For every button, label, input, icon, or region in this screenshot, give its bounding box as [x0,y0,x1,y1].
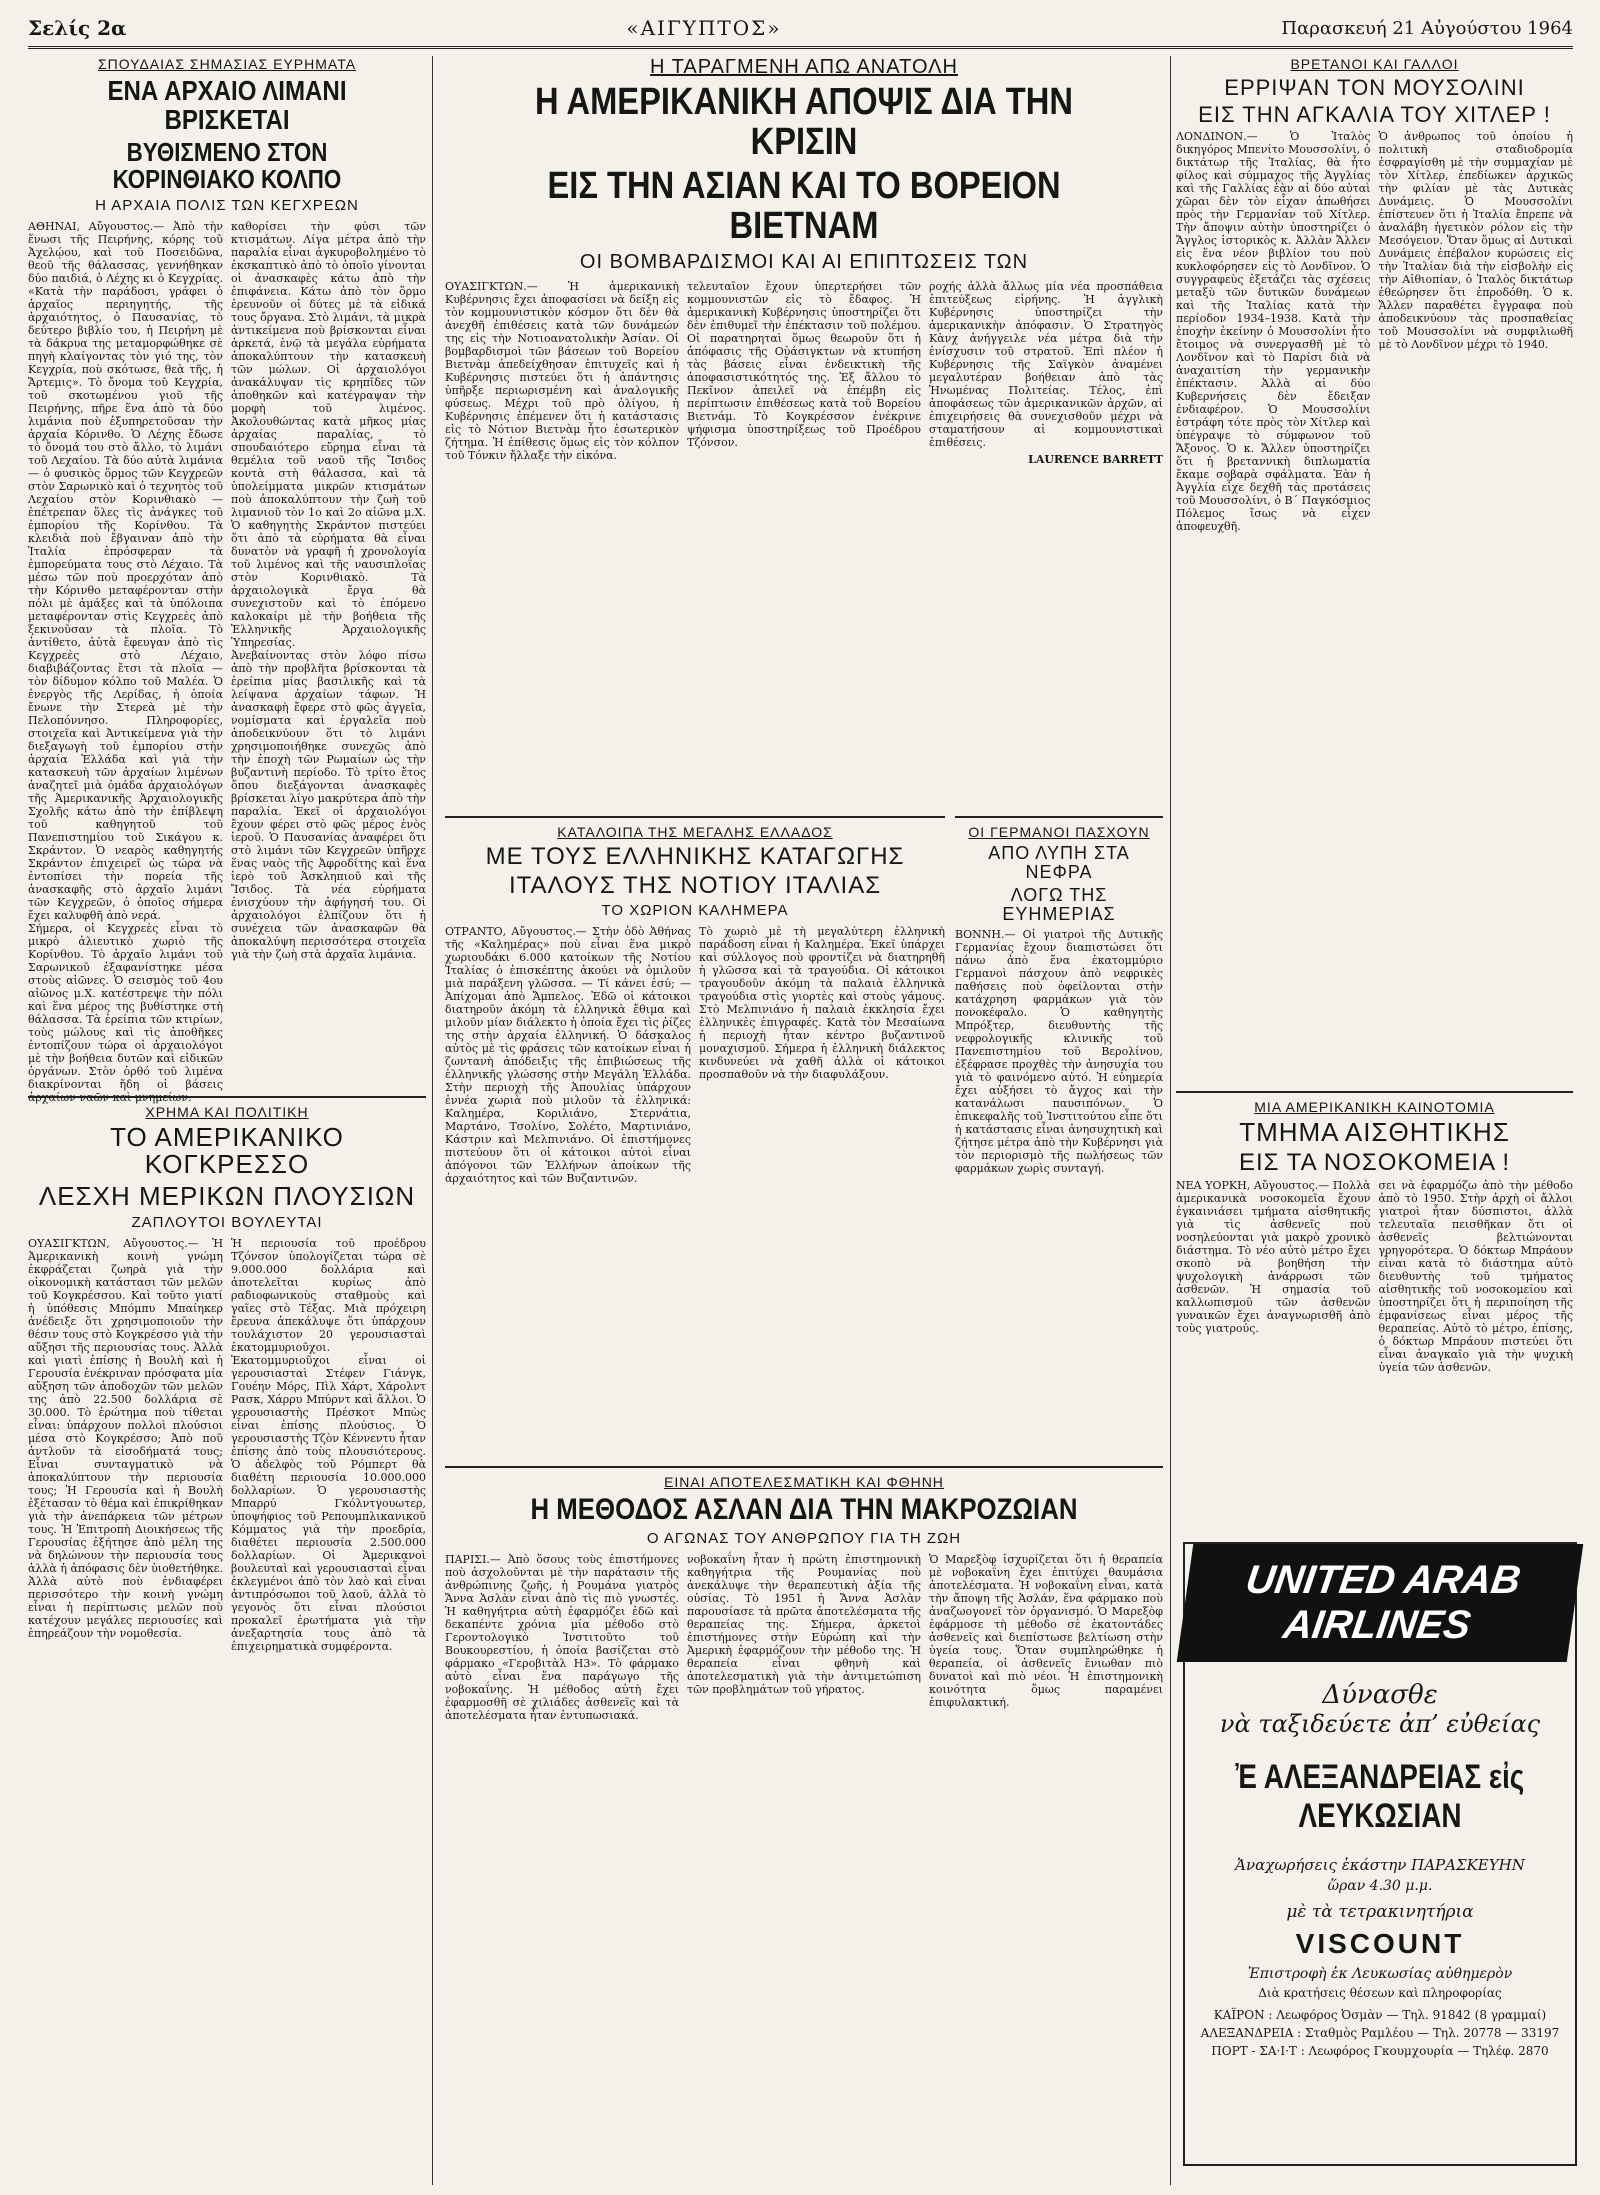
article-aslan-method [445,1460,1163,2180]
article-body: Ὁ Μαρεξὸφ ἰσχυρίζεται ὅτι ἡ θεραπεία μὲ νοβοκαΐνη ἔχει ἐπιτύχει θαυμάσια ἀποτελέσματα. Ἡ νοβοκαΐνη εἶναι, κατὰ τὴν ἄποψη τῆς Ἀσλάν, ἕνα φάρμακο ποὺ ἀναζωογονεῖ τὸν ὀργανισμό. Ὁ Μαρεξὸφ ἐφάρμοσε τὴ μέθοδο σὲ ἑκατοντάδες ἀσθενεῖς καὶ διεπίστωσε βελτίωση στὴν ὑγεία τους. Ὅταν συμπληρώθηκε ἡ θεραπεία, οἱ ἀσθενεῖς ἔνιωθαν πιὸ δυνατοὶ καὶ πιὸ νέοι. Ἡ ἐπιστημονικὴ κοινότητα ὅμως παραμένει ἐπιφυλακτική. [929,1552,1163,1709]
article-body: ΟΥΑΣΙΓΚΤΩΝ.— Ἡ ἀμερικανικὴ Κυβέρνησις ἔχει ἀποφασίσει νὰ δείξη εἰς τὸν κομμουνιστικὸν κόσμον ὅτι δὲν θὰ ἀνεχθῆ ἐπιθέσεις κατὰ τῶν δυνάμεών της εἰς τὴν Νοτιοανατολικὴν Ἀσίαν. Οἱ βομβαρδισμοὶ τῶν βάσεων τοῦ Βορείου Βιετνὰμ ἀπεδείχθησαν ἐπιτυχεῖς καὶ ἡ Κυβέρνησις πιστεύει ὅτι ἡ ἀπάντησις ὑπῆρξε περιωρισμένη καὶ ἀναλογικῆς φύσεως. Μέχρι τοῦ πρὸ ὀλίγου, ἡ Κυβέρνησις ἐπέμενεν ὅτι ἡ κατάστασις εἰς τὸ Νότιον Βιετνὰμ ἦτο ἐσωτερικὸν ζήτημα. Ἡ ἐπίθεσις ὅμως εἰς τὸν κόλπον τοῦ Τόνκιν ἤλλαξε τὴν εἰκόνα. [445,279,679,462]
article-body: ΠΑΡΙΣΙ.— Ἀπὸ ὅσους τοὺς ἐπιστήμονες ποὺ ἀσχολοῦνται μὲ τὴν παράτασιν τῆς ἀνθρώπινης ζωῆς, ἡ Ρουμάνα γιατρὸς Ἄννα Ἀσλὰν εἶναι ἀπὸ τὶς πιὸ γνωστές. Ἡ καθηγήτρια αὐτὴ ἐφαρμόζει ἐδῶ καὶ δεκαπέντε χρόνια μία μέθοδο στὸ Γεροντολογικὸ Ἰνστιτοῦτο τοῦ Βουκουρεστίου, ἡ ὁποία βασίζεται στὸ φάρμακο «Γεροβιτὰλ Η3». Τὸ φάρμακο αὐτὸ εἶναι ἕνα παράγωγο τῆς νοβοκαΐνης. Ἡ μέθοδος αὐτὴ ἔχει ἐφαρμοσθῆ σὲ χιλιάδες ἀσθενεῖς καὶ τὰ ἀποτελέσματα ἦταν ἐντυπωσιακά. [445,1552,679,1722]
ad-aircraft-intro: μὲ τὰ τετρακινητήρια [1286,1902,1474,1922]
article-headline: ΕΝΑ ΑΡΧΑΙΟ ΛΙΜΑΝΙ ΒΡΙΣΚΕΤΑΙ [107,75,347,136]
column-divider [432,56,433,2185]
article-kicker: ΒΡΕΤΑΝΟΙ ΚΑΙ ΓΑΛΛΟΙ [1290,56,1459,72]
section-rule [445,816,945,818]
article-kicker: ΜΙΑ ΑΜΕΡΙΚΑΝΙΚΗ ΚΑΙΝΟΤΟΜΙΑ [1254,1099,1495,1115]
article-headline: ΑΠΟ ΛΥΠΗ ΣΤΑ ΝΕΦΡΑ [988,843,1130,882]
article-headline: ΤΟ ΑΜΕΡΙΚΑΝΙΚΟ ΚΟΓΚΡΕΣΣΟ [110,1122,344,1180]
article-headline: ΛΟΓΩ ΤΗΣ ΕΥΗΜΕΡΙΑΣ [1002,884,1116,924]
article-headline: ΕΡΡΙΨΑΝ ΤΟΝ ΜΟΥΣΟΛΙΝΙ [1224,75,1525,100]
article-subheadline: Η ΑΡΧΑΙΑ ΠΟΛΙΣ ΤΩΝ ΚΕΓΧΡΕΩΝ [95,197,359,215]
ad-office-cairo: ΚΑΪΡΟΝ : Λεωφόρος Ὀσμὰν — Τηλ. 91842 (8 γραμμαί) [1213,2008,1547,2022]
article-kicker: Η ΤΑΡΑΓΜΕΝΗ ΑΠΩ ΑΝΑΤΟΛΗ [650,56,958,78]
article-body: καθορίσει τὴν φύσι τῶν κτισμάτων. Λίγα μέτρα ἀπὸ τὴν παραλία εἶναι ἀγκυροβολημένο τὸ ἐκσκαπτικὸ ἀπὸ τὸ ὁποῖο γίνονται οἱ ἀνασκαφὲς κάτω ἀπὸ τὴν ἐπιφάνεια. Κάτω ἀπὸ τὸν ὅρμο ἐρευνοῦν οἱ δύτες μὲ τὰ εἰδικά τους ὄργανα. Στὸ λιμάνι, τὰ μικρὰ ἀντικείμενα ποὺ βρίσκονται εἶναι ἀρκετά, ἐνῷ τὰ μεγάλα εὐρήματα ἀποκαλύπτουν τὴν κατασκευὴ τῶν μώλων. Οἱ ἀρχαιολόγοι ἀνακάλυψαν τὶς κρηπῖδες τῶν ἀποθηκῶν καὶ κατέγραψαν τὴν μορφὴ τοῦ λιμένος. Ἀκολουθώντας κατὰ μῆκος μίας ἀρχαίας παραλίας, τὸ σπουδαιότερο εὔρημα εἶναι τὰ θεμέλια τοῦ ναοῦ τῆς Ἴσιδος κοντὰ στὴ θάλασσα, καὶ τὰ ὑπολείμματα μικρῶν κτισμάτων ποὺ ἀποκαλύπτουν τὴν ζωὴ τοῦ λιμανιοῦ τὸν 1ο καὶ 2ο αἰῶνα μ.Χ. Ὁ καθηγητὴς Σκράντον πιστεύει ὅτι ἀπὸ τὰ εὐρήματα θὰ εἶναι δυνατὸν νὰ γραφῆ ἡ χρονολογία τοῦ λιμένος καὶ τῆς ναυσιπλοΐας στὸν Κορινθιακὸ. Τὰ ἀρχαιολογικὰ ἔργα θὰ συνεχιστοῦν καὶ τὸ ἐπόμενο καλοκαίρι μὲ τὴν βοήθεια τῆς Ἑλληνικῆς Ἀρχαιολογικῆς Ὑπηρεσίας. [231,220,426,650]
article-headline: ΜΕ ΤΟΥΣ ΕΛΛΗΝΙΚΗΣ ΚΑΤΑΓΩΓΗΣ [485,843,905,870]
airline-advertisement [1183,1542,1577,2166]
article-congress [28,1090,426,2180]
article-kicker: ΕΙΝΑΙ ΑΠΟΤΕΛΕΣΜΑΤΙΚΗ ΚΑΙ ΦΘΗΝΗ [664,1474,944,1490]
article-headline: Η ΜΕΘΟΔΟΣ ΑΣΛΑΝ ΔΙΑ ΤΗΝ ΜΑΚΡΟΖΩΙΑΝ [530,1493,1078,1526]
ad-return: Ἐπιστροφὴ ἐκ Λευκωσίας αὐθημερὸν [1247,1966,1513,1982]
ad-schedule: Ἀναχωρήσεις ἑκάστην ΠΑΡΑΣΚΕΥΗΝ [1235,1856,1525,1874]
article-body: ΟΤΡΑΝΤΟ, Αὔγουστος.— Στὴν ὁδὸ Ἀθήνας τῆς «Καλημέρας» ποὺ εἶναι ἕνα μικρὸ χωριουδάκι 6.000 κατοίκων τῆς Νοτίου Ἰταλίας ὁ ἐπισκέπτης ἀκούει νὰ ὁμιλοῦν μιὰ παράξενη γλῶσσα. — Τί κάνει ἐσύ; — Ἀπίχομαι ἀπὸ Ἄμπελος. Ἐδῶ οἱ κάτοικοι διατηροῦν ἀκόμη τὰ ἑλληνικὰ ἔθιμα καὶ μιλοῦν μίαν διάλεκτο ἡ ὁποία ἔχει τὶς ῥίζες της στὴν ἀρχαία ἑλληνική. Ὁ δάσκαλος αὐτὸς μὲ τὶς φράσεις τῶν κατοίκων εἶναι ἡ ζωντανὴ ἀπόδειξις τῆς ἐπιβιώσεως τῆς ἑλληνικῆς γλώσσης στὴν Μεγάλη Ἑλλάδα. Στὴν περιοχὴ τῆς Ἀπουλίας ὑπάρχουν ἐννέα χωριὰ ποὺ μιλοῦν τὰ ἑλληνικά: Καλημέρα, Κοριλιάνο, Στερνάτια, Μαρτάνο, Τσολίνο, Σολέτο, Μαρτινιάνο, Κάστριν καὶ Μελπινιάνο. Οἱ ἐπιστήμονες πιστεύουν ὅτι οἱ κάτοικοι αὐτοὶ εἶναι ἀπόγονοι τῶν Ἑλλήνων ἀποίκων τῆς ἀρχαιότητος καὶ τῶν Βυζαντινῶν. [445,925,691,1186]
article-kicker: ΧΡΗΜΑ ΚΑΙ ΠΟΛΙΤΙΚΗ [145,1104,309,1120]
article-headline: ΕΙΣ ΤΗΝ ΑΓΚΑΛΙΑ ΤΟΥ ΧΙΤΛΕΡ ! [1198,102,1551,128]
article-headline: ΛΕΣΧΗ ΜΕΡΙΚΩΝ ΠΛΟΥΣΙΩΝ [38,1180,416,1211]
section-rule [28,1096,426,1098]
article-subheadline: Ο ΑΓΩΝΑΣ ΤΟΥ ΑΝΘΡΩΠΟΥ ΓΙΑ ΤΗ ΖΩΗ [646,1529,962,1547]
article-body: ΟΥΑΣΙΓΚΤΩΝ, Αὔγουστος.— Ἡ Ἀμερικανικὴ κοινὴ γνώμη ἐκφράζεται ζωηρὰ γιὰ τὴν οἰκονομικὴ κατάστασι τῶν μελῶν τοῦ Κογκρέσσου. Καὶ τοῦτο γιατί ἡ ὑπόθεσις Μπόμπυ Μπαίηκερ ἀνέδειξε ὅτι χρησιμοποιοῦν τὴν θέσιν τους στὸ Κογκρέσσο γιὰ τὴν αὔξησι τῆς περιουσίας τους. Ἀλλὰ καὶ γιατὶ ἐπίσης ἡ Βουλὴ καὶ ἡ Γερουσία ἐνέκριναν πρόσφατα μία αὔξηση τῶν ἀποδοχῶν τῶν μελῶν της ἀπὸ 22.500 δολλάρια σὲ 30.000. Τὸ ἐρώτημα ποὺ τίθεται εἶναι: ὑπάρχουν πολλοὶ πλούσιοι μέσα στὸ Κογκρέσσο; Ἀπὸ ποῦ ἀντλοῦν τὰ εἰσοδήματά τους; Εἶναι συνταγματικὸ νὰ ἀποκαλύπτουν τὴν περιουσία τους; Ἡ Γερουσία καὶ ἡ Βουλὴ ἐξέτασαν τὸ θέμα καὶ ἐπικρίθηκαν γιὰ τὴν ἀνεπάρκεια τῶν μέτρων τους. Ἡ Ἐπιτροπὴ Διοικήσεως τῆς Γερουσίας ἐξήτησε ἀπὸ μέλη της νὰ δηλώνουν τὴν περιουσία τους ἀλλὰ ἡ ἀπόφασις δὲν ὑιοθετήθηκε. Ἀλλὰ αὐτὸ ποὺ ἐνδιαφέρει περισσότερο τὴν κοινὴ γνώμη εἶναι ἡ περίπτωσις μελῶν ποὺ κατέχουν μεγάλες περιουσίες καὶ ἐπηρεάζουν τὴν νομοθεσία. [28,1236,223,1640]
article-kicker: ΚΑΤΑΛΟΙΠΑ ΤΗΣ ΜΕΓΑΛΗΣ ΕΛΛΑΔΟΣ [557,824,833,840]
article-german-kidneys [955,810,1163,1450]
article-kicker: ΣΠΟΥΔΑΙΑΣ ΣΗΜΑΣΙΑΣ ΕΥΡΗΜΑΤΑ [97,56,357,72]
article-body: ροχής ἀλλὰ ἄλλως μία νέα προσπάθεια ἐπιτεύξεως εἰρήνης. Ἡ ἀγγλικὴ Κυβέρνησις ὑποστηρίζει τὴν ἀμερικανικὴν ἀπόφασιν. Ὁ Στρατηγὸς Κὰνχ ἀνήγγειλε νέα μέτρα διὰ τὴν ἐνίσχυσιν τοῦ στρατοῦ. Ἐπὶ πλέον ἡ Κυβέρνησις τῆς Σαϊγκὸν ἀναμένει μεγαλυτέραν βοήθειαν ἀπὸ τὰς Ἡνωμένας Πολιτείας. Τέλος, ἐπὶ ἀποφάσεως τῶν ἀμερικανικῶν ἀρχῶν, αἱ ἐπιχειρήσεις θὰ συνεχισθοῦν μέχρι νὰ σταματήσουν αἱ κομμουνιστικαὶ ἐπιθέσεις. [929,279,1163,449]
masthead [28,10,1573,49]
article-subheadline: ΖΑΠΛΟΥΤΟΙ ΒΟΥΛΕΥΤΑΙ [131,1213,323,1231]
article-greek-italians [445,810,945,1450]
article-headline: ΙΤΑΛΟΥΣ ΤΗΣ ΝΟΤΙΟΥ ΙΤΑΛΙΑΣ [508,872,882,900]
article-headline: ΒΥΘΙΣΜΕΝΟ ΣΤΟΝ ΚΟΡΙΝΘΙΑΚΟ ΚΟΛΠΟ [112,136,342,195]
article-body: ΛΟΝΔΙΝΟΝ.— Ὁ Ἰταλὸς δικηγόρος Μπενίτο Μουσσολίνι, ὁ δικτάτωρ τῆς Ἰταλίας, θὰ ἦτο φίλος καὶ σύμμαχος τῆς Ἀγγλίας καὶ τῆς Γαλλίας ἐὰν αἱ δύο αὐταὶ χῶραι δὲν τὸν εἶχαν ἀπωθήσει πρὸς τὴν Γερμανίαν τοῦ Χίτλερ. Τὴν ἄποψιν αὐτὴν ὑποστηρίζει ὁ Ἄγγλος ἱστορικὸς κ. Ἀλλὰν Ἄλλεν εἰς ἕνα νέον βιβλίον του ποὺ κυκλοφόρησεν εἰς τὸ Λονδῖνον. Ὁ συγγραφεὺς ἐξετάζει τὰς σχέσεις μεταξὺ τῶν δυτικῶν δυνάμεων καὶ τῆς Ἰταλίας κατὰ τὴν περίοδον 1934–1938. Κατὰ τὴν ἐποχὴν ἐκείνην ὁ Μουσσολίνι ἦτο ἔτοιμος νὰ συνεργασθῆ μὲ τὸ Λονδῖνον καὶ τὸ Παρίσι διὰ νὰ ἀναχαιτίση τὴν γερμανικὴν ἐπέκτασιν. Ἀλλὰ αἱ δύο Κυβερνήσεις δὲν ἔδειξαν ἐνδιαφέρον. Ὁ Μουσσολίνι ἐστράφη τότε πρὸς τὸν Χίτλερ καὶ ὑπέγραψε τὸ σύμφωνον τοῦ Ἄξονος. Ὁ κ. Ἄλλεν ὑποστηρίζει ὅτι ἡ βρεταννικὴ διπλωματία ἔκαμε σοβαρὰ σφάλματα. Ἐὰν ἡ Ἀγγλία εἶχε δεχθῆ τὰς προτάσεις τοῦ Μουσσολίνι, ὁ Β΄ Παγκόσμιος Πόλεμος ἴσως νὰ εἶχεν ἀποφευχθῆ. [1176,130,1371,534]
airline-logo: UNITED ARAB AIRLINES [1177,1544,1584,1662]
article-subheadline: ΟΙ ΒΟΜΒΑΡΔΙΣΜΟΙ ΚΑΙ ΑΙ ΕΠΙΠΤΩΣΕΙΣ ΤΩΝ [579,250,1029,273]
newspaper-name: «ΑΙΓΥΠΤΟΣ» [626,16,782,40]
article-body: σει νὰ ἐφαρμόζω ἀπὸ τὴν μέθοδο ἀπὸ τὸ 1950. Στὴν ἀρχὴ οἱ ἄλλοι γιατροὶ ἦταν δύσπιστοι, ἀλλὰ τελευταῖα πεισθῆκαν ὅτι οἱ ἀσθενεῖς βελτιώνονται γρηγορότερα. Ὁ δόκτωρ Μπράουν εἶναι κατὰ τὸ διάστημα αὐτὸ διευθυντὴς τοῦ τμήματος αἰσθητικῆς τοῦ νοσοκομείου καὶ ὑποστηρίζει ὅτι ἡ περιποίηση τῆς ἐμφανίσεως εἶναι μέρος τῆς θεραπείας. Αὐτὸ τὸ μέτρο, ἐπίσης, ὁ δόκτωρ Μπράουν πιστεύει ὅτι εἶναι ἀναγκαῖο γιὰ τὴν ψυχικὴ ὑγεία τῶν ἀσθενῶν. [1378,1179,1573,1375]
article-body: ΝΕΑ ΥΟΡΚΗ, Αὔγουστος.— Πολλὰ ἀμερικανικὰ νοσοκομεῖα ἔχουν ἐγκαινιάσει τμήματα αἰσθητικῆς γιὰ τὶς ἀσθενεῖς ποὺ νοσηλεύονται γιὰ μακρὸ χρονικὸ διάστημα. Τὸ νέο αὐτὸ μέτρο ἔχει σκοπὸ νὰ βοηθήση τὴν ψυχολογικὴ ἀνάρρωσι τῶν ἀσθενῶν. Ἡ σημασία τοῦ καλλωπισμοῦ τῶν ἀσθενῶν γυναικῶν ἔχει ἀναγνωρισθῆ ἀπὸ τοὺς γιατρούς. [1176,1179,1371,1336]
article-subheadline: ΤΟ ΧΩΡΙΟΝ ΚΑΛΗΜΕΡΑ [601,902,789,920]
article-headline: ΕΙΣ ΤΑ ΝΟΣΟΚΟΜΕΙΑ ! [1238,1149,1511,1177]
section-rule [445,1466,1163,1468]
article-headline: ΤΜΗΜΑ ΑΙΣΘΗΤΙΚΗΣ [1239,1117,1510,1147]
ad-tagline: Δύνασθε [1322,1680,1438,1710]
article-vietnam [445,56,1163,801]
article-body: Ὁ ἀνθρωπος τοῦ ὁποίου ἡ πολιτικὴ σταδιοδρομία ἐσφραγίσθη μὲ τὴν συμμαχίαν μὲ τὸν Χίτλερ, ἐπεδίωκεν ἀρχικῶς τὴν φιλίαν μὲ τὰς Δυτικὰς Δυνάμεις. Ὁ Μουσσολίνι ἐπίστευεν ὅτι ἡ Ἰταλία ἔπρεπε νὰ ἀναλάβη ἡγετικὸν ρόλον εἰς τὴν Μεσόγειον. Ὅταν ὅμως αἱ Δυτικαὶ Δυνάμεις ἐπέβαλον κυρώσεις εἰς τὴν Ἰταλίαν διὰ τὴν εἰσβολὴν εἰς τὴν Αἰθιοπίαν, ὁ Ἰταλὸς δικτάτωρ ἐθεώρησεν ὅτι ἐπροδόθη. Ὁ κ. Ἄλλεν παραθέτει ἔγγραφα ποὺ ἀποδεικνύουν τὰς προσπαθείας τοῦ Μουσσολίνι νὰ συμφιλιωθῆ μὲ τὸ Λονδῖνον μέχρι τὸ 1940. [1378,130,1573,352]
ad-route: Ἐ ΑΛΕΞΑΝΔΡΕΙΑΣ εἰς ΛΕΥΚΩΣΙΑΝ [1235,1758,1525,1835]
article-body: Τὸ χωριὸ μὲ τὴ μεγαλύτερη ἑλληνικὴ παράδοση εἶναι ἡ Καλημέρα. Ἐκεῖ ὑπάρχει καὶ σύλλογος ποὺ φροντίζει νὰ διατηρηθῆ ἡ γλῶσσα καὶ τὰ τραγούδια. Οἱ κάτοικοι τραγουδοῦν ἀκόμη τὰ παλαιὰ ἑλληνικὰ τραγούδια στὶς γιορτὲς καὶ στοὺς γάμους. Στὸ Μελπινιάνο ἡ παλαιὰ ἐκκλησία ἔχει ἑλληνικὲς ἐπιγραφές. Κατὰ τὸν Μεσαίωνα ἡ περιοχὴ ἦταν κέντρο βυζαντινοῦ μοναχισμοῦ. Σήμερα ἡ ἑλληνικὴ διάλεκτος κινδυνεύει νὰ χαθῆ ἀλλὰ οἱ κάτοικοι προσπαθοῦν νὰ τὴν διαφυλάξουν. [699,925,945,1082]
ad-office-alexandria: ΑΛΕΞΑΝΔΡΕΙΑ : Σταθμὸς Ραμλέου — Τηλ. 20778 — 33197 [1200,2026,1560,2040]
ad-time: ὥραν 4.30 μ.μ. [1327,1878,1433,1894]
article-body: ΑΘΗΝΑΙ, Αὔγουστος.— Ἀπὸ τὴν ἕνωσι τῆς Πειρήνης, κόρης τοῦ Ἀχελῴου, καὶ τοῦ Ποσειδῶνα, θεοῦ τῆς θάλασσας, γεννήθηκαν δύο παιδιά, ὁ Λέχης κι ὁ Κεγχρίας. «Κατὰ τὴν παράδοσι, γράφει ὁ ἀρχαῖος περιηγητής, τῆς ἀρχαιότητος, ὁ Παυσανίας, τὸ δεύτερο βιβλίο του, ἡ Πειρήνη μὲ τὰ δάκρυα της μεταμορφώθηκε σὲ πηγὴ κλαίγοντας τὸν γιό της, τὸν Κεγχρία, ποὺ σκότωσε, θεὰ τῆς, ἡ Ἄρτεμις». Τὸ ὄνομα τοῦ Κεγχρία, τοῦ σκοτωμένου γιοῦ τῆς Πειρήνης, πῆρε ἕνα ἀπὸ τὰ δύο λιμάνια ποὺ ἐξυπηρετοῦσαν τὴν ἀρχαία Κόρινθο. Ὁ Λέχης ἔδωσε τὸ ὄνομά του στὸ ἄλλο, τὸ λιμάνι τοῦ Λεχαίου. Τὰ δύο αὐτὰ λιμάνια — ὁ φυσικὸς ὅρμος τῶν Κεγχρεῶν στὸν Σαρωνικὸ καὶ ὁ τεχνητὸς τοῦ Λεχαίου στὸν Κορινθιακὸ — ἐπέτρεπαν ὅλες τὶς ἀνάγκες τοῦ ἐμπορίου τῆς Κορίνθου. Τὰ κλειδιὰ ποὺ ἔβγαιναν ἀπὸ τὴν Ἰταλία ἐπρόσφεραν τὰ ἐμπορεύματα τους στὸ Λέχαιο. Τὰ μέσω τῶν ποὺ προερχόταν ἀπὸ τὴν Κόρινθο μεταφέρονταν στὴν πόλι μὲ ἀμάξες καὶ τὰ ὑπόλοιπα μεταφέρονταν στὶς Κεγχρεὲς ἀπὸ ξεκινοῦσαν τὰ πλοῖα. Τὸ ἀντίθετο, ἀὐτὰ ἔφευγαν ἀπὸ τὶς Κεγχρεὲς στὸ Λέχαιο, διαβιβάζοντας ἔτσι τὰ πλοῖα — τὸν δίδυμον κόλπο τοῦ Μαλέα. Ὁ ἐνεργὸς τῆς Λερίδας, ἡ ὁποία ἔνωνε τὴν Στερεὰ μὲ τὴν Πελοπόννησο. Πληροφορίες, στοιχεῖα καὶ Ἀντικείμενα γιὰ τὴν διεξαγωγὴ τοῦ ἐμπορίου στὴν ἀρχαία Ἑλλάδα καὶ γιὰ τὴν κατασκευὴ τῶν ἀρχαίων λιμένων ἀναζητεῖ μιὰ ὁμάδα ἀρχαιολόγων τῆς Ἀμερικανικῆς Ἀρχαιολογικῆς Σχολῆς κάτω ἀπὸ τὴν ἐπίβλεψη τοῦ καθηγητοῦ τοῦ Πανεπιστημίου τοῦ Σικάγου κ. Σκράντον. Ὁ νεαρὸς καθηγητής Σκράντον ἐπιχειρεῖ ὡς τώρα νὰ ἐντοπίσει τὴν πορεία τῆς ἀνασκαφῆς στὸ ἀρχαῖο λιμάνι τῶν Κεγχρεῶν, ὁ ὁποῖος σήμερα ἔχει καλυφθῆ ἀπὸ νερά. [28,220,223,923]
ad-aircraft: VISCOUNT [1295,1928,1465,1959]
ad-tagline: νὰ ταξιδεύετε ἀπ’ εὐθείας [1219,1710,1541,1738]
article-ancient-harbour [28,56,426,1105]
section-rule [1176,1091,1573,1093]
article-hospital-beauty [1176,1085,1573,1535]
column-divider [1170,56,1171,2185]
author-signature: LAURENCE BARRETT [1028,452,1163,466]
article-mussolini [1176,56,1573,1076]
ad-office-port-said: ΠΟΡΤ - ΣΑ·Ι·Τ : Λεωφόρος Γκουμχουρία — Τηλέφ. 2870 [1211,2044,1549,2058]
article-kicker: ΟΙ ΓΕΡΜΑΝΟΙ ΠΑΣΧΟΥΝ [968,824,1150,840]
article-body: Σήμερα, οἱ Κεγχρεὲς εἶναι τὸ μικρὸ ἀλιευτικὸ χωριὸ τῆς Κορίνθου. Τὸ ἀρχαῖο λιμάνι τοῦ Σαρωνικοῦ ἐξαφανίστηκε μέσα στοὺς αἰῶνες. Ὁ σεισμὸς τοῦ 4ου αἰῶνος μ.Χ. κατέστρεψε τὴν πόλι καὶ ἕνα μέρος της βυθίστηκε στὴ θάλασσα. Τὰ ἐρείπια τῶν κτιρίων, τοὺς μώλους καὶ τὶς ἀποθῆκες ἐντοπίζουν τώρα οἱ ἀρχαιολόγοι μὲ τὴν βοήθεια δυτῶν καὶ εἰδικῶν ὀργάνων. Στὸν ὀρθό τοῦ λιμένα διακρίνονται ἤδη οἱ βάσεις ἀρχαίων ναῶν καὶ μνημείων. [28,922,223,1105]
article-body: ΒΟΝΝΗ.— Οἱ γιατροὶ τῆς Δυτικῆς Γερμανίας ἔχουν διαπιστώσει ὅτι πάνω ἀπὸ ἕνα ἑκατομμύριο Γερμανοὶ πάσχουν ἀπὸ νεφρικὲς παθήσεις ποὺ ὀφείλονται στὴν κατάχρηση φαρμάκων γιὰ τὸν πονοκέφαλο. Ὁ καθηγητὴς Μπρόξτερ, διευθυντὴς τῆς νεφρολογικῆς κλινικῆς τοῦ Πανεπιστημίου τοῦ Βερολίνου, ἐξέφρασε προχθὲς τὴν ἀνησυχία του γιὰ τὸ φαινόμενο αὐτό. Ἡ εὐημερία ἔχει αὐξήσει τὸ ἄγχος καὶ τὴν κατανάλωσι παυσιπόνων. Ὁ ἐπικεφαλῆς τοῦ Ἰνστιτούτου εἶπε ὅτι ἡ κατάστασις εἶναι ἀνησυχητικὴ καὶ ζήτησε μέτρα ἀπὸ τὴν Κυβέρνησι γιὰ τὸν περιορισμὸ τῆς πωλήσεως τῶν φαρμάκων χωρὶς συνταγή. [955,927,1163,1175]
article-body: Ἀνεβαίνοντας στὸν λόφο πίσω ἀπὸ τὴν προβλῆτα βρίσκονται τὰ ἐρείπια μίας βασιλικῆς καὶ τὰ λείψανα ἀρχαίων τάφων. Ἡ ἀνασκαφὴ ἔφερε στὸ φῶς ἀγγεῖα, νομίσματα καὶ ἐργαλεῖα ποὺ ἀποδεικνύουν ὅτι τὸ λιμάνι χρησιμοποιήθηκε συνεχῶς ἀπὸ τὴν ἐποχὴ τῶν Ρωμαίων ὡς τὴν βυζαντινὴ περίοδο. Τὸ τρίτο ἔτος ὅπου διεξάγονται ἀνασκαφὲς βρίσκεται λίγο μακρύτερα ἀπὸ τὴν παραλία. Ἐκεῖ οἱ ἀρχαιολόγοι ἔχουν φέρει στὸ φῶς μέρος ἑνὸς ἱεροῦ. Ὁ Παυσανίας ἀναφέρει ὅτι στὸ λιμάνι τῶν Κεγχρεῶν ὑπῆρχε ἕνας ναὸς τῆς Ἀφροδίτης καὶ ἕνα ἱερὸ τοῦ Ἀσκληπιοῦ καὶ τῆς Ἴσιδος. Τὰ νέα εὐρήματα ἐνισχύουν τὴν ἀφήγησή του. Οἱ ἀρχαιολόγοι ἐλπίζουν ὅτι ἡ συνέχεια τῶν ἀνασκαφῶν θὰ ἀποκαλύψη περισσότερα στοιχεῖα γιὰ τὴν ζωὴ στὰ ἀρχαῖα λιμάνια. [231,649,426,962]
ad-booking: Διὰ κρατήσεις θέσεων καὶ πληροφορίας [1258,1986,1502,2000]
article-body: Ἡ περιουσία τοῦ προέδρου Τζόνσον ὑπολογίζεται τώρα σὲ 9.000.000 δολλάρια καὶ ἀποτελεῖται κυρίως ἀπὸ ραδιοφωνικοὺς σταθμοὺς καὶ γαῖες στὸ Τέξας. Μιὰ πρόχειρη ἔρευνα ἀπεκάλυψε ὅτι ὑπάρχουν τουλάχιστον 20 γερουσιασταὶ ἑκατομμυριοῦχοι. Ἐκατομμυριοῦχοι εἶναι οἱ γερουσιασταὶ Στέφεν Γιάνγκ, Γουέην Μόρς, Πὶλ Χάρτ, Χάρολντ Ρασκ, Χάρρυ Μπύρντ καὶ ἄλλοι. Ὁ γερουσιαστὴς Πρέσκοτ Μπὼς εἶναι ἐπίσης πλούσιος. Ὁ γερουσιαστὴς Τζὸν Κέννεντυ ἦταν ἐπίσης ἀπὸ τοὺς πλουσιότερους. Ὁ ἀδελφὸς τοῦ Ρόμπερτ θὰ διαθέτη περιουσία 10.000.000 δολλαρίων. Ὁ γερουσιαστὴς Μπαρρύ Γκόλντγουωτερ, ὑποψήφιος τοῦ Ρεπουμπλικανικοῦ Κόμματος γιὰ τὴν προεδρία, διαθέτει περιουσία 2.500.000 δολλαρίων. Οἱ Ἀμερικανοὶ βουλευταὶ καὶ γερουσιασταὶ εἶναι ἐκλεγμένοι ἀπὸ τὸν λαὸ καὶ εἶναι ἀντιπρόσωποι τοῦ λαοῦ, ἀλλὰ τὸ γεγονὸς ὅτι εἶναι πλούσιοι προκαλεῖ ἐρωτήματα γιὰ τὴν ἀνεξαρτησία τους ἀπὸ τὰ ἐπιχειρηματικὰ συμφέροντα. [231,1236,426,1653]
article-headline: Η ΑΜΕΡΙΚΑΝΙΚΗ ΑΠΟΨΙΣ ΔΙΑ ΤΗΝ ΚΡΙΣΙΝ [535,81,1073,163]
article-body: νοβοκαΐνη ἦταν ἡ πρώτη ἐπιστημονικὴ καθηγήτρια τῆς Ρουμανίας ποὺ ἀνεκάλυψε τὴν θεραπευτικὴ ἀξία τῆς οὐσίας. Τὸ 1951 ἡ Ἄννα Ἀσλὰν παρουσίασε τὰ πρῶτα ἀποτελέσματα τῆς θεραπείας της. Σήμερα, ἀρκετοὶ ἐπιστήμονες στὴν Εὐρώπη καὶ τὴν Ἀμερικὴ ἐφαρμόζουν τὴν μέθοδο της. Ἡ θεραπεία εἶναι φθηνὴ καὶ ἀποτελεσματικὴ γιὰ τὴν ἀντιμετώπιση τῶν προβλημάτων τοῦ γήρατος. [687,1552,921,1696]
page-number: Σελίς 2α [28,16,127,40]
article-body: τελευταῖον ἔχουν ὑπερτερήσει τῶν κομμουνιστῶν εἰς τὸ ἔδαφος. Ἡ ἀμερικανικὴ Κυβέρνησις ὑποστηρίζει ὅτι δὲν ἐπιθυμεῖ τὴν ἐπέκτασιν τοῦ πολέμου. Οἱ παρατηρηταὶ ὅμως θεωροῦν ὅτι ἡ ἀπόφασις τῆς Οὐάσιγκτων νὰ κτυπήση τὰς βάσεις εἶναι ἐνδεικτικὴ τῆς ἀποφασιστικότητός της. Ἐξ ἄλλου τὸ Πεκῖνον ἀπειλεῖ νὰ ἐπέμβη εἰς περίπτωσιν ἐπιθέσεως κατὰ τοῦ Βορείου Βιετνάμ. Τὸ Κογκρέσσον ἐνέκρινε ψήφισμα ὑποστηρίξεως τοῦ Προέδρου Τζόνσον. [687,279,921,449]
article-headline: ΕΙΣ ΤΗΝ ΑΣΙΑΝ ΚΑΙ ΤΟ ΒΟΡΕΙΟΝ ΒΙΕΤΝΑΜ [547,164,1061,247]
issue-date: Παρασκευή 21 Αὐγούστου 1964 [1281,17,1573,39]
section-rule [955,816,1163,818]
